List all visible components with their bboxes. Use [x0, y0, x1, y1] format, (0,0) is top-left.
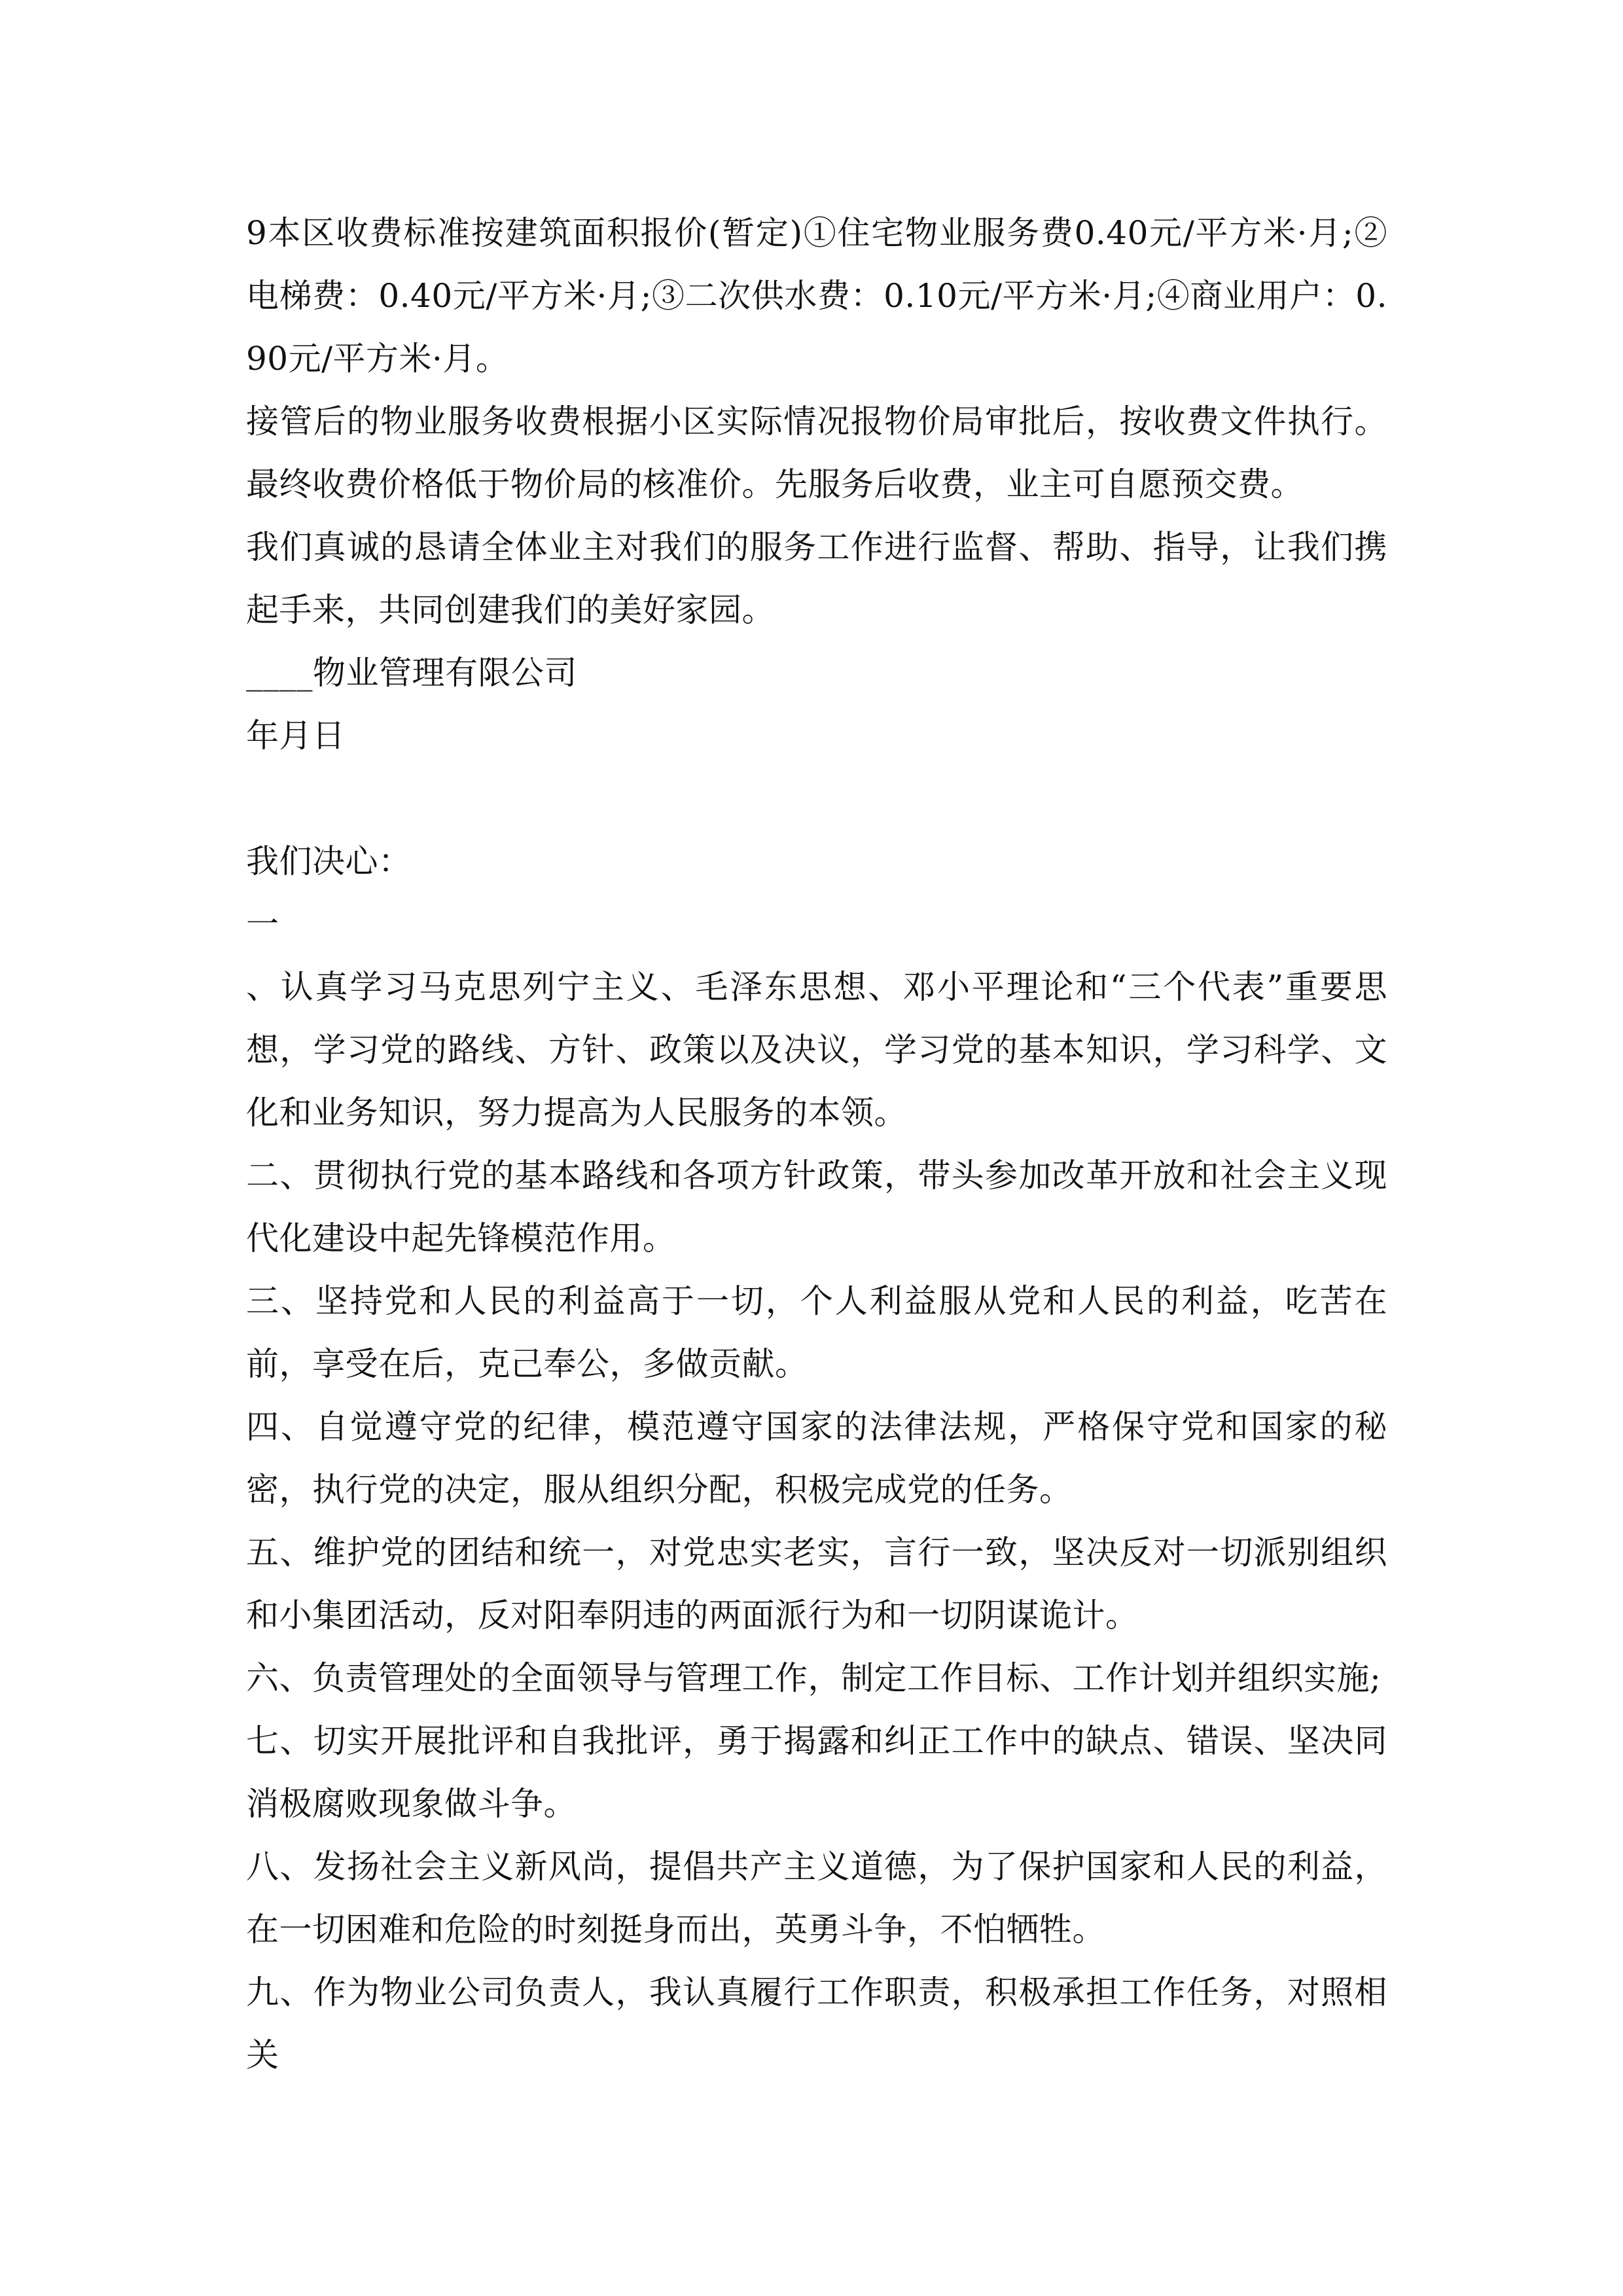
resolution-item-4: 四、自觉遵守党的纪律，模范遵守国家的法律法规，严格保守党和国家的秘密，执行党的决定，服从组织分配，积极完成党的任务。 [246, 1408, 1387, 1509]
resolution-item-2: 二、贯彻执行党的基本路线和各项方针政策，带头参加改革开放和社会主义现代化建设中起先锋模范作用。 [246, 1157, 1387, 1257]
resolution-item-marker: 一 [246, 905, 279, 943]
paragraph-spacer [246, 767, 1387, 830]
resolution-heading: 我们决心： [246, 842, 412, 880]
date-line: 年月日 [246, 717, 346, 755]
resolution-item-1: 、认真学习马克思列宁主义、毛泽东思想、邓小平理论和“三个代表”重要思想，学习党的路线、方针、政策以及决议，学习党的基本知识，学习科学、文化和业务知识，努力提高为人民服务的本领。 [246, 968, 1387, 1132]
fee-approval-paragraph: 接管后的物业服务收费根据小区实际情况报物价局审批后，按收费文件执行。最终收费价格低于物价局的核准价。先服务后收费，业主可自愿预交费。 [246, 403, 1387, 503]
resolution-item-5: 五、维护党的团结和统一，对党忠实老实，言行一致，坚决反对一切派别组织和小集团活动，反对阳奉阴违的两面派行为和一切阴谋诡计。 [246, 1534, 1387, 1634]
resolution-item-9: 九、作为物业公司负责人，我认真履行工作职责，积极承担工作任务，对照相关 [246, 1973, 1387, 2074]
resolution-item-6: 六、负责管理处的全面领导与管理工作，制定工作目标、工作计划并组织实施; [246, 1659, 1382, 1697]
resolution-item-8: 八、发扬社会主义新风尚，提倡共产主义道德，为了保护国家和人民的利益，在一切困难和危险的时刻挺身而出，英勇斗争，不怕牺牲。 [246, 1848, 1387, 1948]
fee-standard-paragraph: 9本区收费标准按建筑面积报价(暂定)①住宅物业服务费0.40元/平方米·月;②电梯费：0.40元/平方米·月;③二次供水费：0.10元/平方米·月;④商业用户：0.90元/平方米·月。 [246, 214, 1387, 378]
resolution-item-7: 七、切实开展批评和自我批评，勇于揭露和纠正工作中的缺点、错误、坚决同消极腐败现象做斗争。 [246, 1722, 1387, 1823]
document-body [246, 202, 1387, 2087]
resolution-item-3: 三、坚持党和人民的利益高于一切，个人利益服从党和人民的利益，吃苦在前，享受在后，克己奉公，多做贡献。 [246, 1282, 1387, 1383]
company-signature: ____物业管理有限公司 [246, 654, 577, 692]
request-supervision-paragraph: 我们真诚的恳请全体业主对我们的服务工作进行监督、帮助、指导，让我们携起手来，共同创建我们的美好家园。 [246, 528, 1387, 629]
